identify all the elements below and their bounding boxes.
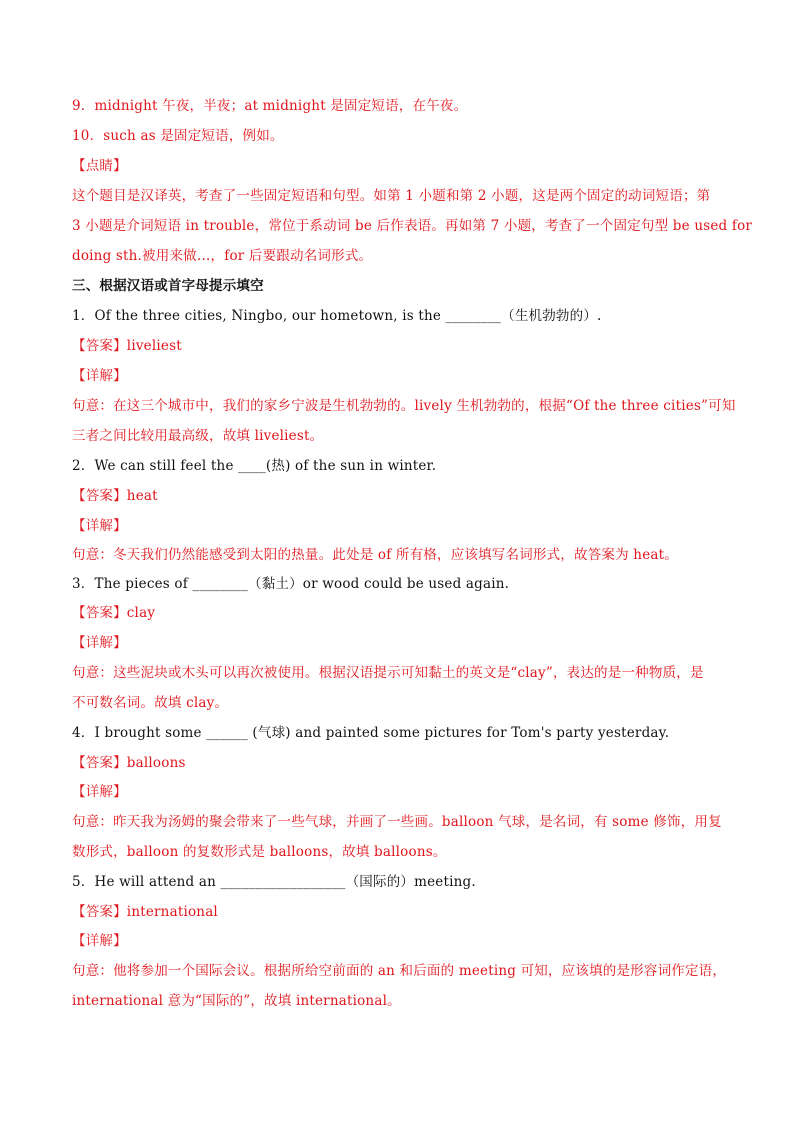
explanation-1-line: 句意：在这三个城市中，我们的家乡宁波是生机勃勃的。lively 生机勃勃的，根据“Of the three cities”可知 bbox=[72, 398, 736, 414]
dianjing-line: 这个题目是汉译英，考查了一些固定短语和句型。如第 1 小题和第 2 小题，这是两个固定的动词短语；第 bbox=[72, 188, 711, 204]
section-title: 三、根据汉语或首字母提示填空 bbox=[72, 278, 264, 294]
explanation-5-line: international 意为“国际的”，故填 international。 bbox=[72, 993, 401, 1009]
detail-label-4: 【详解】 bbox=[72, 784, 127, 800]
explanation-5-line: 句意：他将参加一个国际会议。根据所给空前面的 an 和后面的 meeting 可知，应该填的是形容词作定语， bbox=[72, 963, 727, 979]
note-10: 10．such as 是固定短语，例如。 bbox=[72, 128, 284, 144]
answer-4: 【答案】balloons bbox=[72, 755, 186, 771]
question-1: 1．Of the three cities, Ningbo, our hometown, is the ________（生机勃勃的）. bbox=[72, 308, 602, 324]
question-5: 5．He will attend an __________________（国际的）meeting. bbox=[72, 874, 476, 890]
detail-label-3: 【详解】 bbox=[72, 635, 127, 651]
explanation-3-line: 不可数名词。故填 clay。 bbox=[72, 695, 229, 711]
detail-label-1: 【详解】 bbox=[72, 368, 127, 384]
answer-3: 【答案】clay bbox=[72, 605, 156, 621]
answer-1: 【答案】liveliest bbox=[72, 338, 182, 354]
question-2: 2．We can still feel the ____(热) of the sun in winter. bbox=[72, 458, 437, 474]
explanation-4-line: 句意：昨天我为汤姆的聚会带来了一些气球，并画了一些画。balloon 气球，是名词，有 some 修饰，用复 bbox=[72, 814, 722, 830]
explanation-3-line: 句意：这些泥块或木头可以再次被使用。根据汉语提示可知黏土的英文是“clay”，表达的是一种物质，是 bbox=[72, 665, 704, 681]
dianjing-line: doing sth.被用来做…，for 后要跟动名词形式。 bbox=[72, 248, 373, 264]
note-9: 9．midnight 午夜，半夜；at midnight 是固定短语，在午夜。 bbox=[72, 98, 468, 114]
question-4: 4．I brought some ______ (气球) and painted some pictures for Tom's party yesterday. bbox=[72, 725, 670, 741]
answer-5: 【答案】international bbox=[72, 904, 218, 920]
detail-label-5: 【详解】 bbox=[72, 933, 127, 949]
detail-label-2: 【详解】 bbox=[72, 518, 127, 534]
explanation-2-line: 句意：冬天我们仍然能感受到太阳的热量。此处是 of 所有格，应该填写名词形式，故答案为 heat。 bbox=[72, 547, 678, 563]
explanation-1-line: 三者之间比较用最高级，故填 liveliest。 bbox=[72, 428, 324, 444]
dianjing-label: 【点睛】 bbox=[72, 158, 127, 174]
dianjing-line: 3 小题是介词短语 in trouble，常位于系动词 be 后作表语。再如第 7 小题，考查了一个固定句型 be used for bbox=[72, 218, 753, 234]
explanation-4-line: 数形式，balloon 的复数形式是 balloons，故填 balloons。 bbox=[72, 844, 447, 860]
question-3: 3．The pieces of ________（黏土）or wood could be used again. bbox=[72, 576, 510, 592]
answer-2: 【答案】heat bbox=[72, 488, 158, 504]
